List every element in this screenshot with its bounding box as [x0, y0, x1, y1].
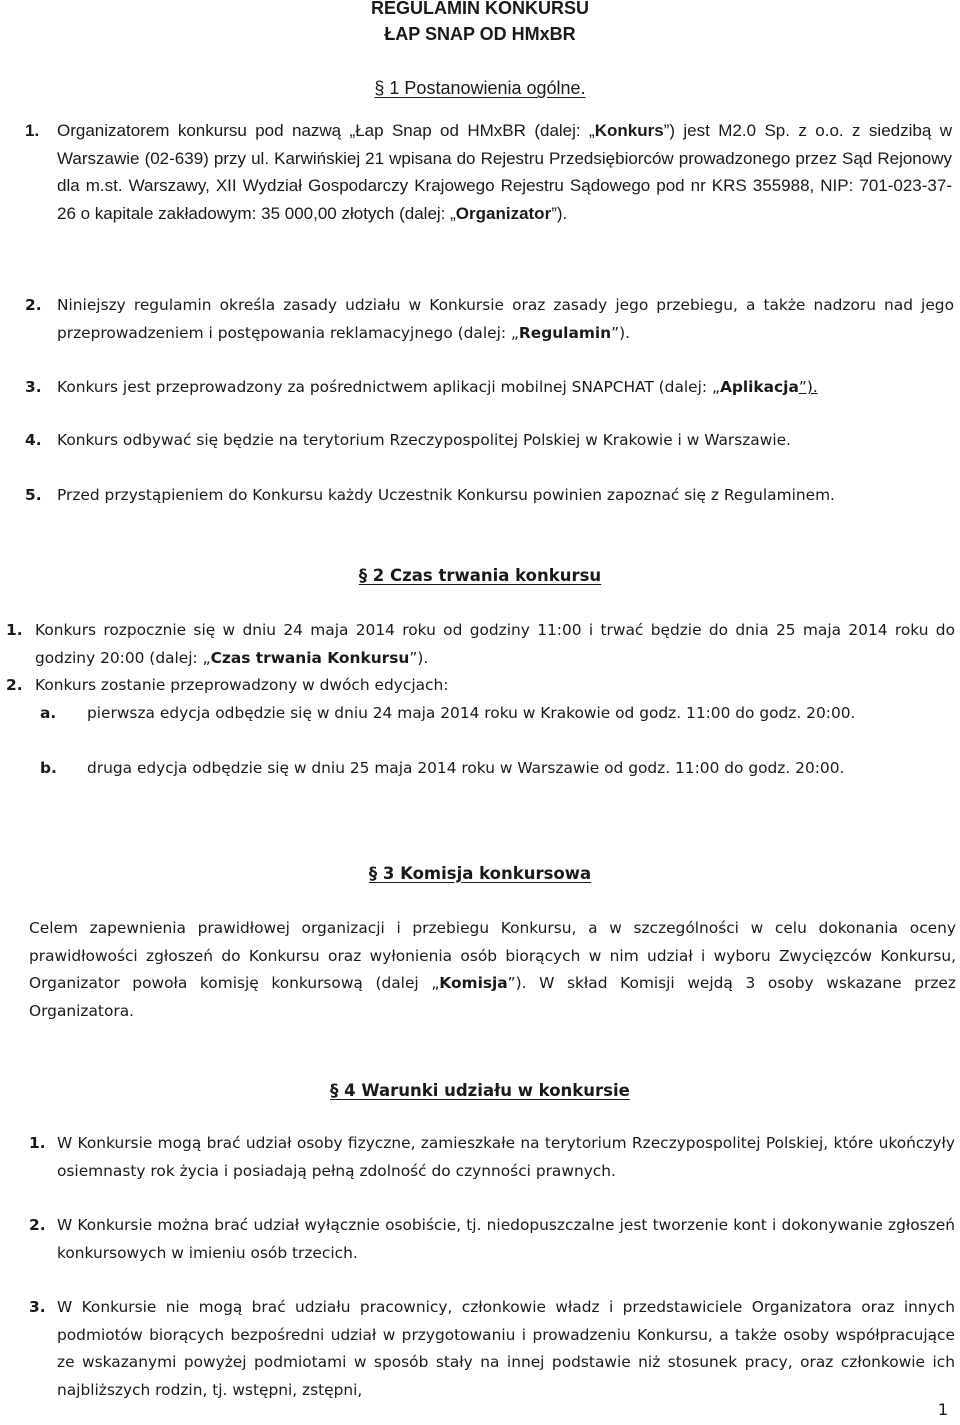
s1-p3-number: 3. [25, 378, 42, 396]
s2-p1-number: 1. [6, 621, 23, 639]
s4-paragraph-2: W Konkursie można brać udział wyłącznie osobiście, tj. niedopuszczalne jest tworzenie kont i dokonywanie zgłoszeń konkursowych w imieniu osób trzecich. [57, 1216, 955, 1262]
s1-paragraph-5: Przed przystąpieniem do Konkursu każdy Uczestnik Konkursu powinien zapoznać się z Regulaminem. [57, 486, 835, 504]
s1-p4-number: 4. [25, 431, 42, 449]
defined-term: Czas trwania Konkursu [210, 648, 410, 667]
s2-item-b-marker: b. [40, 759, 57, 777]
document-subtitle: ŁAP SNAP OD HMxBR [384, 24, 576, 44]
s2-item-a-marker: a. [40, 704, 57, 722]
s1-p1-number: 1. [25, 121, 40, 140]
document-title: REGULAMIN KONKURSU [371, 0, 589, 18]
s4-paragraph-3: W Konkursie nie mogą brać udziału pracownicy, członkowie władz i przedstawiciele Organizatora oraz innych podmiotów biorących bezpośredni udział w przygotowaniu i prowadzeniu Konkursu, a także osoby współpracujące ze wskazanymi powyżej podmiotami w sposób stały na innej podstawie niż stosunek pracy, oraz członkowie ich najbliższych rodzin, tj. wstępni, zstępni, [57, 1298, 955, 1399]
section-3-heading: § 3 Komisja konkursowa [368, 864, 592, 883]
defined-term: Konkurs [594, 121, 664, 140]
s1-paragraph-2: Niniejszy regulamin określa zasady udziału w Konkursie oraz zasady jego przebiegu, a także nadzoru nad jego przeprowadzeniem i postępowania reklamacyjnego (dalej: „Regulamin”). [57, 296, 954, 342]
s1-paragraph-4: Konkurs odbywać się będzie na terytorium Rzeczypospolitej Polskiej w Krakowie i w Warszawie. [57, 431, 791, 449]
section-1-heading: § 1 Postanowienia ogólne. [374, 78, 586, 98]
defined-term: Organizator [455, 203, 552, 223]
s1-paragraph-3: Konkurs jest przeprowadzony za pośrednictwem aplikacji mobilnej SNAPCHAT (dalej: „Aplikacja”). [57, 378, 818, 396]
s1-paragraph-1: Organizatorem konkursu pod nazwą „Łap Snap od HMxBR (dalej: „Konkurs”) jest M2.0 Sp. z o.o. z siedzibą w Warszawie (02-639) przy ul. Karwińskiej 21 wpisana do Rejestru Przedsiębiorców prowadzonego przez Sąd Rejonowy dla m.st. Warszawy, XII Wydział Gospodarczy Krajowego Rejestru Sądowego pod nr KRS 355988, NIP: 701-023-37-26 o kapitale zakładowym: 35 000,00 złotych (dalej: „Organizator”). [57, 121, 952, 223]
s2-p2-number: 2. [6, 676, 23, 694]
s1-p2-number: 2. [25, 296, 42, 314]
section-2-heading: § 2 Czas trwania konkursu [358, 566, 602, 585]
section-4-heading: § 4 Warunki udziału w konkursie [330, 1081, 630, 1100]
s4-paragraph-1: W Konkursie mogą brać udział osoby fizyczne, zamieszkałe na terytorium Rzeczypospolitej Polskiej, które ukończyły osiemnasty rok życia i posiadają pełną zdolność do czynności prawnych. [57, 1134, 955, 1180]
defined-term: Komisja [439, 974, 508, 993]
s4-p2-number: 2. [29, 1216, 46, 1234]
defined-term: Regulamin [518, 323, 612, 342]
s2-item-b: druga edycja odbędzie się w dniu 25 maja 2014 roku w Warszawie od godz. 11:00 do godz. 20:00. [87, 759, 845, 777]
page-number: 1 [937, 1400, 948, 1419]
s1-p5-number: 5. [25, 486, 42, 504]
defined-term: Aplikacja [719, 378, 799, 396]
s2-item-a: pierwsza edycja odbędzie się w dniu 24 maja 2014 roku w Krakowie od godz. 11:00 do godz. 20:00. [87, 704, 856, 722]
s2-paragraph-1: Konkurs rozpocznie się w dniu 24 maja 2014 roku od godziny 11:00 i trwać będzie do dnia 25 maja 2014 roku do godziny 20:00 (dalej: „Czas trwania Konkursu”). [35, 621, 955, 667]
s4-p3-number: 3. [29, 1298, 46, 1316]
s2-paragraph-2: Konkurs zostanie przeprowadzony w dwóch edycjach: [35, 676, 449, 694]
s3-paragraph: Celem zapewnienia prawidłowej organizacji i przebiegu Konkursu, a w szczególności w celu dokonania oceny prawidłowości zgłoszeń do Konkursu oraz wyłonienia osób biorących w nim udział i wyboru Zwycięzców Konkursu, Organizator powoła komisję konkursową (dalej „Komisja”). W skład Komisji wejdą 3 osoby wskazane przez Organizatora. [29, 919, 956, 1020]
s4-p1-number: 1. [29, 1134, 46, 1152]
